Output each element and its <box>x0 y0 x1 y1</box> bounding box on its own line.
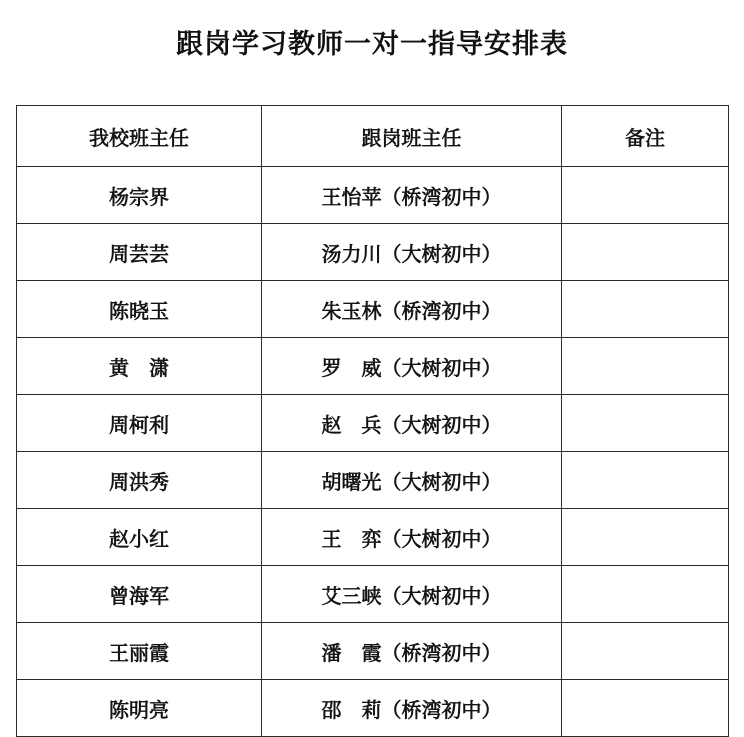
cell-note <box>562 338 729 395</box>
cell-visiting-teacher: 罗 威（大树初中） <box>262 338 562 395</box>
cell-home-teacher: 杨宗界 <box>17 167 262 224</box>
table-row <box>17 509 729 566</box>
table-body <box>17 106 729 737</box>
table-row <box>17 338 729 395</box>
cell-visiting-teacher: 王 弈（大树初中） <box>262 509 562 566</box>
cell-note <box>562 680 729 737</box>
column-header-visiting-teacher: 跟岗班主任 <box>262 106 562 167</box>
cell-note <box>562 395 729 452</box>
cell-visiting-teacher: 汤力川（大树初中） <box>262 224 562 281</box>
cell-home-teacher: 陈晓玉 <box>17 281 262 338</box>
cell-home-teacher: 赵小红 <box>17 509 262 566</box>
cell-home-teacher: 王丽霞 <box>17 623 262 680</box>
table-row <box>17 395 729 452</box>
cell-note <box>562 281 729 338</box>
cell-home-teacher: 周芸芸 <box>17 224 262 281</box>
cell-note <box>562 224 729 281</box>
cell-visiting-teacher: 胡曙光（大树初中） <box>262 452 562 509</box>
page-title: 跟岗学习教师一对一指导安排表 <box>176 29 568 60</box>
cell-visiting-teacher: 王怡苹（桥湾初中） <box>262 167 562 224</box>
cell-home-teacher: 周洪秀 <box>17 452 262 509</box>
cell-home-teacher: 周柯利 <box>17 395 262 452</box>
schedule-table-container <box>16 105 728 737</box>
table-row <box>17 167 729 224</box>
cell-visiting-teacher: 邵 莉（桥湾初中） <box>262 680 562 737</box>
cell-visiting-teacher: 潘 霞（桥湾初中） <box>262 623 562 680</box>
cell-home-teacher: 陈明亮 <box>17 680 262 737</box>
table-row <box>17 566 729 623</box>
column-header-home-teacher: 我校班主任 <box>17 106 262 167</box>
cell-visiting-teacher: 朱玉林（桥湾初中） <box>262 281 562 338</box>
table-header-row <box>17 106 729 167</box>
cell-visiting-teacher: 赵 兵（大树初中） <box>262 395 562 452</box>
cell-note <box>562 452 729 509</box>
schedule-table <box>16 105 729 737</box>
cell-note <box>562 623 729 680</box>
table-row <box>17 680 729 737</box>
table-row <box>17 281 729 338</box>
cell-note <box>562 509 729 566</box>
table-row <box>17 623 729 680</box>
cell-home-teacher: 黄 潇 <box>17 338 262 395</box>
column-header-note: 备注 <box>562 106 729 167</box>
cell-home-teacher: 曾海军 <box>17 566 262 623</box>
table-row <box>17 224 729 281</box>
table-row <box>17 452 729 509</box>
cell-visiting-teacher: 艾三峡（大树初中） <box>262 566 562 623</box>
cell-note <box>562 167 729 224</box>
cell-note <box>562 566 729 623</box>
